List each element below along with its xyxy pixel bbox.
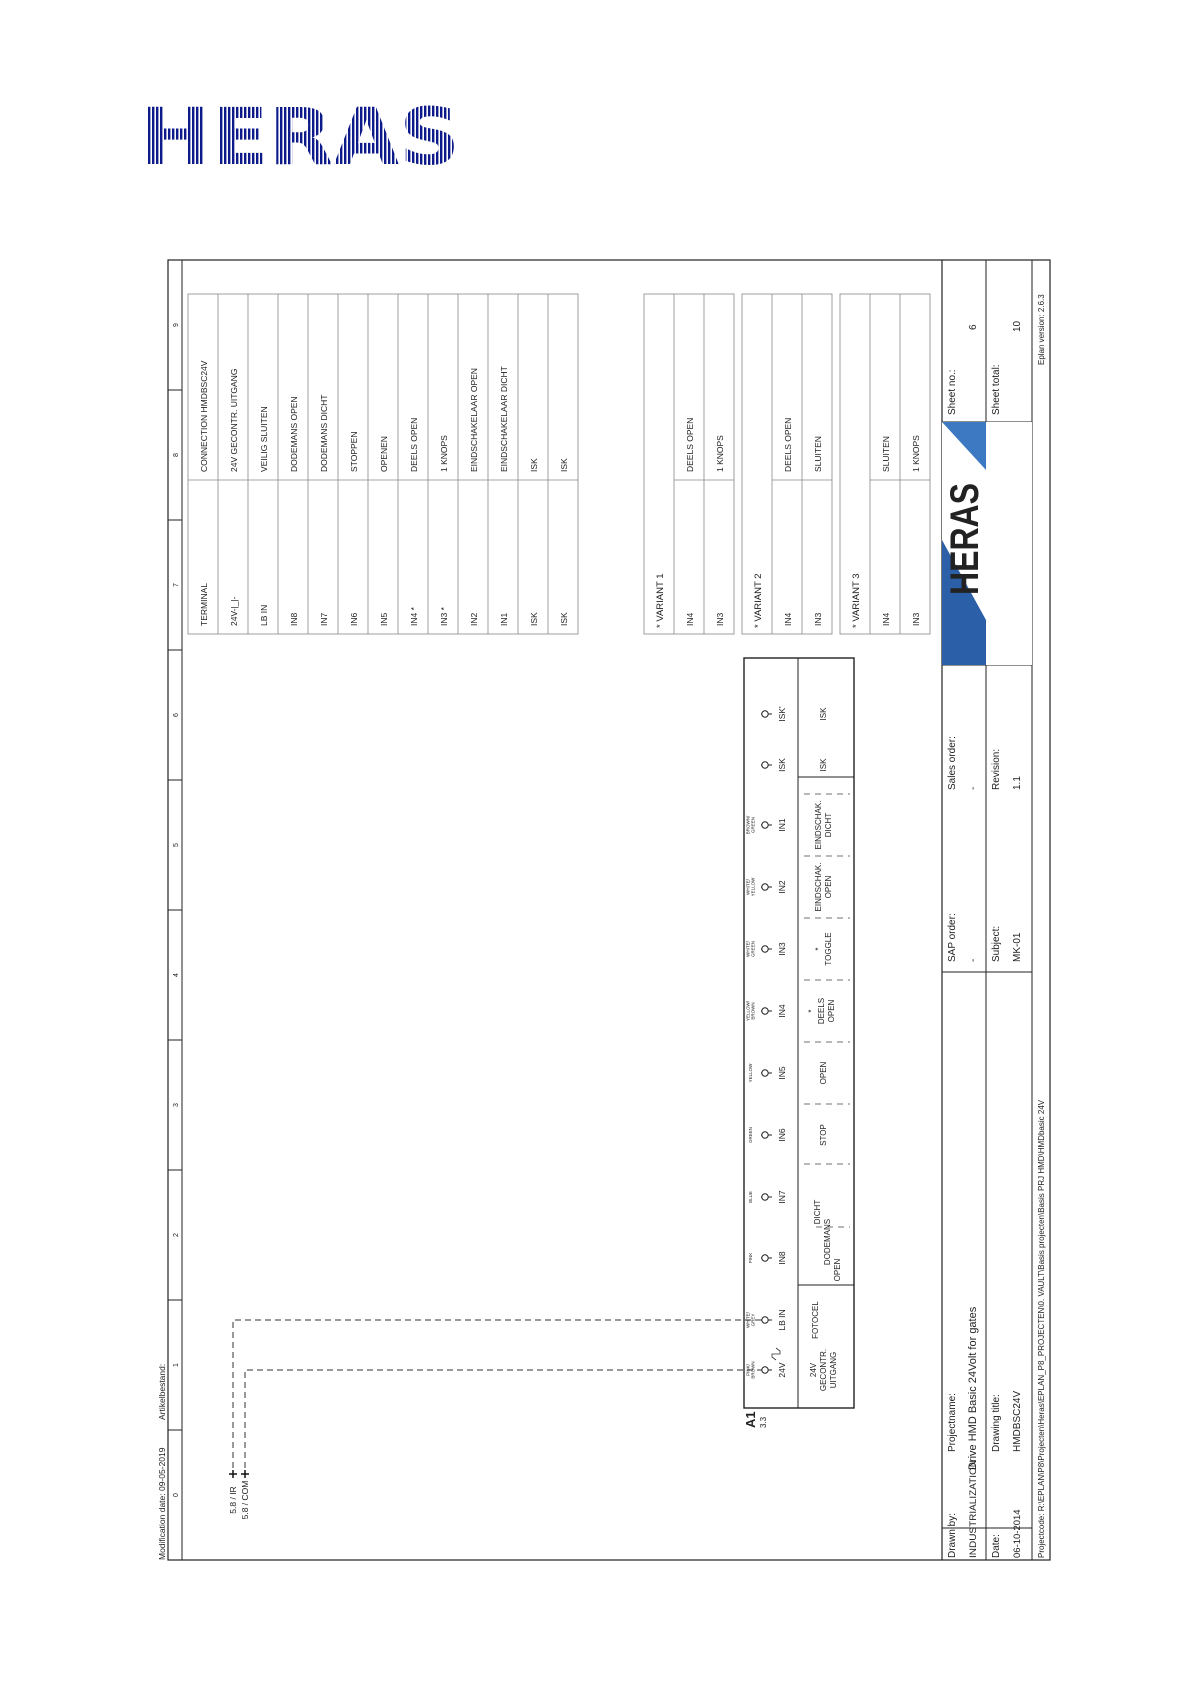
projectcode-line: Projectcode: R:\EPLAN\P8\Projecten\Heras\EPLAN_P8_PROJECTEN\0. VAULT\Basis projecten\Basis PRJ HMD\HMDbasic 24V [1037,1099,1046,1558]
revision-label: Revision: [991,748,1002,790]
wire-color-label: WHITE/YELLOW [745,877,756,897]
connection-table-terminal: ISK [559,612,569,626]
wire-color-label: BROWN/GREEN [745,815,756,835]
column-number: 0 [173,1493,180,1497]
wire-color-label: WHITE/GREEN [745,940,756,958]
terminal-point [762,822,768,828]
terminal-point [762,1367,768,1373]
terminal-label: IN8 [777,1251,787,1265]
variant-terminal: IN4 [685,612,695,626]
terminal-function: *TOGGLE [814,932,833,966]
variant-function: SLUITEN [881,436,891,472]
wire-color-label: BLUE [748,1191,753,1203]
connection-table-connection: DODEMANS DICHT [319,394,329,472]
connection-table-header-connection: CONNECTION HMDBSC24V [199,360,209,472]
variant-function: 1 KNOPS [911,435,921,472]
connection-table-terminal: IN2 [469,612,479,626]
signal-ref-ir: 5.8 / IR [228,1486,238,1514]
connection-table-header-terminal: TERMINAL [199,583,209,626]
terminal-function: EINDSCHAK.DICHT [814,800,833,850]
version-line: Eplan version: 2.6.3 [1037,294,1046,365]
date-label: Date: [991,1534,1002,1558]
sheet-total-label: Sheet total: [991,364,1002,415]
connection-table-terminal: IN8 [289,612,299,626]
variant-terminal: IN3 [813,612,823,626]
subject-label: Subject: [991,925,1002,962]
variant-function: DEELS OPEN [783,417,793,472]
drawing-title-label: Drawing title: [991,1394,1002,1452]
connection-table-terminal: IN3 * [439,607,449,626]
wire-color-label: YELLOW [748,1063,753,1083]
terminal-label: ISK [777,758,787,772]
title-block-logo [942,422,1032,665]
date-value: 06-10-2014 [1012,1509,1023,1558]
connection-table-connection: OPENEN [379,436,389,472]
terminal-label: IN5 [777,1066,787,1080]
terminal-function: DICHT [813,1199,822,1225]
connection-table-connection: ISK [559,458,569,472]
column-number: 8 [173,453,180,457]
logo-panel-lower [986,422,1032,665]
signal-ref-com: 5.8 / COM [240,1480,250,1520]
terminal-point [762,1255,768,1261]
drawing-title-value: HMDBSC24V [1012,1390,1023,1452]
terminal-function: OPEN [819,1061,828,1085]
terminal-label: LB IN [777,1309,787,1331]
connection-table-connection: 1 KNOPS [439,435,449,472]
terminal-point [762,762,768,768]
terminal-function: ISK [819,758,828,772]
variant-terminal: IN4 [881,612,891,626]
terminal-label: IN1 [777,818,787,832]
terminal-label: IN3 [777,942,787,956]
revision-value: 1.1 [1012,776,1023,790]
column-number: 6 [173,713,180,717]
sheet-no-label: Sheet no.: [947,369,958,415]
wire-color-label: GREEN [748,1126,753,1144]
connection-table-terminal: IN5 [379,612,389,626]
drawing-sheet [157,260,1050,1560]
connection-table-connection: DODEMANS OPEN [289,396,299,472]
sales-order-value: - [968,786,979,790]
title-block-logo-text: HERAS [943,454,987,595]
connection-table-terminal: LB IN [259,604,269,626]
variant-title: * VARIANT 3 [851,573,862,628]
sap-order-value: - [968,958,979,962]
connection-table-connection: EINDSCHAKELAAR DICHT [499,366,509,472]
sheet-total-value: 10 [1012,320,1023,332]
terminal-label: ISK' [777,706,787,722]
sales-order-label: Sales order: [947,736,958,790]
terminal-function: OPEN [833,1258,842,1282]
terminal-point [762,1194,768,1200]
connection-table-terminal: IN7 [319,612,329,626]
wire-color-label: WHITE/GREY [745,1312,756,1328]
variant-title: * VARIANT 1 [655,573,666,628]
terminal-label: IN6 [777,1128,787,1142]
projectname-value: Drive HMD Basic 24Volt for gates [967,1306,979,1470]
column-number: 2 [173,1233,180,1237]
connection-table-connection: VEILIG SLUITEN [259,406,269,472]
terminal-label: 24V [777,1362,787,1378]
connection-table-terminal: IN4 * [409,607,419,626]
terminal-label: IN2 [777,880,787,894]
connection-table-terminal: ISK [529,612,539,626]
terminal-block-ref: A1 [743,1411,758,1428]
terminal-point [762,1317,768,1323]
terminal-function: 24VGECONTR.UITGANG [809,1348,838,1392]
variant-terminal: IN4 [783,612,793,626]
terminal-function: EINDSCHAK.OPEN [814,862,833,912]
projectname-label: Projectname: [947,1393,958,1452]
connection-table-connection: ISK [529,458,539,472]
wire-color-label: PINK/BROWN [745,1361,756,1379]
sap-order-label: SAP order: [947,913,958,962]
terminal-function: STOP [819,1124,828,1146]
terminal-label: IN7 [777,1190,787,1204]
terminal-function: ISK [819,707,828,721]
terminal-point [762,946,768,952]
drawn-by-label: Drawn by: [947,1512,958,1558]
artikelbestand: Artikelbestand: [157,1363,167,1420]
variant-terminal: IN3 [911,612,921,626]
terminal-point [762,711,768,717]
variant-title: * VARIANT 2 [753,573,764,628]
column-number: 4 [173,973,180,977]
terminal-label: IN4 [777,1004,787,1018]
connection-table-terminal: 24V-|_|- [229,596,239,626]
column-number: 7 [173,583,180,587]
subject-value: MK-01 [1012,932,1023,962]
terminal-point [762,1132,768,1138]
connection-table-connection: STOPPEN [349,431,359,472]
terminal-function: DODEMANS [823,1218,832,1266]
drawn-by-value: INDUSTRIALIZATION [968,1469,978,1558]
terminal-function: FOTOCEL [811,1301,820,1339]
column-number: 5 [173,843,180,847]
connection-table-connection: DEELS OPEN [409,417,419,472]
connection-table-terminal: IN1 [499,612,509,626]
variant-function: SLUITEN [813,436,823,472]
sheet-svg [157,260,1050,1560]
connection-table-connection: EINDSCHAKELAAR OPEN [469,368,479,472]
connection-table-terminal: IN6 [349,612,359,626]
wire-color-label: PINK [748,1252,753,1264]
column-number: 1 [173,1363,180,1367]
column-number: 9 [173,323,180,327]
column-number: 3 [173,1103,180,1107]
wire-color-label: YELLOW/BROWN [745,1000,756,1022]
terminal-point [762,884,768,890]
terminal-point [762,1008,768,1014]
variant-function: DEELS OPEN [685,417,695,472]
terminal-function: *DEELSOPEN [807,997,836,1025]
terminal-block-page-ref: 3.3 [759,1416,768,1428]
connection-table-connection: 24V GECONTR. UITGANG [229,368,239,472]
modification-date: Modification date: 09-05-2019 [157,1447,167,1560]
terminal-point [762,1070,768,1076]
variant-function: 1 KNOPS [715,435,725,472]
sheet-no-value: 6 [968,324,979,330]
variant-terminal: IN3 [715,612,725,626]
